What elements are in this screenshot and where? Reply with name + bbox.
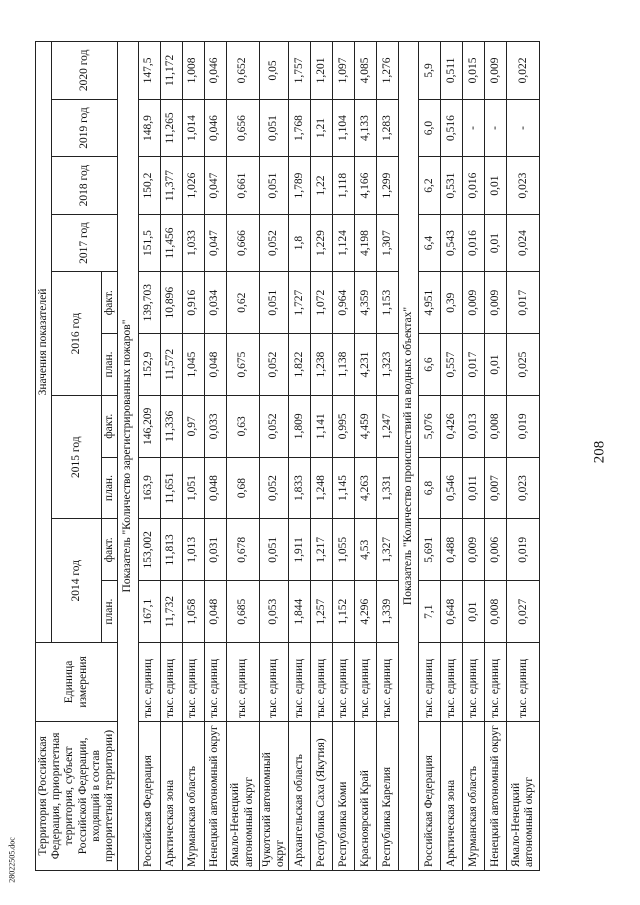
value-cell: 0,015 [463, 42, 485, 100]
value-cell: 0,046 [204, 42, 226, 100]
value-cell: 0,011 [463, 457, 485, 519]
unit-cell: тыс. единиц [182, 643, 204, 722]
table-row [226, 42, 259, 871]
value-cell: 0,68 [226, 457, 259, 519]
value-cell: 0,648 [441, 581, 463, 643]
value-cell: 0,052 [259, 457, 288, 519]
value-cell: 0,022 [507, 42, 540, 100]
table-row [376, 42, 398, 871]
value-cell: 1,247 [376, 395, 398, 457]
value-cell: 11,732 [160, 581, 182, 643]
value-cell: 1,757 [288, 42, 310, 100]
value-cell: 0,017 [463, 334, 485, 396]
value-cell: 1,257 [310, 581, 332, 643]
value-cell: 0,995 [332, 395, 354, 457]
header-fact: факт. [102, 272, 118, 334]
value-cell: 0,053 [259, 581, 288, 643]
value-cell: 1,789 [288, 157, 310, 215]
unit-cell: тыс. единиц [204, 643, 226, 722]
header-values: Значения показателей [36, 42, 52, 643]
unit-cell: тыс. единиц [354, 643, 376, 722]
table-row [441, 42, 463, 871]
value-cell: 0,511 [441, 42, 463, 100]
unit-cell: тыс. единиц [376, 643, 398, 722]
value-cell: 0,052 [259, 395, 288, 457]
value-cell: 0,01 [485, 334, 507, 396]
territory-cell: Мурманская область [463, 721, 485, 870]
value-cell: 11,651 [160, 457, 182, 519]
value-cell: 0,97 [182, 395, 204, 457]
document-id: 28022505.doc [7, 837, 17, 883]
value-cell: 1,339 [376, 581, 398, 643]
value-cell: 1,844 [288, 581, 310, 643]
header-plan: план. [102, 457, 118, 519]
value-cell: 0,048 [204, 334, 226, 396]
value-cell: 0,488 [441, 519, 463, 581]
value-cell: 0,027 [507, 581, 540, 643]
value-cell: 0,39 [441, 272, 463, 334]
value-cell: 1,331 [376, 457, 398, 519]
value-cell: 153,002 [138, 519, 160, 581]
value-cell: 4,198 [354, 214, 376, 272]
value-cell: 0,666 [226, 214, 259, 272]
table-row [138, 42, 160, 871]
value-cell: 0,678 [226, 519, 259, 581]
unit-cell: тыс. единиц [507, 643, 540, 722]
value-cell: 0,543 [441, 214, 463, 272]
value-cell: 1,248 [310, 457, 332, 519]
value-cell: - [507, 99, 540, 157]
value-cell: 1,21 [310, 99, 332, 157]
value-cell: 0,652 [226, 42, 259, 100]
value-cell: 0,661 [226, 157, 259, 215]
territory-cell: Чукотский автономный округ [259, 721, 288, 870]
value-cell: 1,055 [332, 519, 354, 581]
table-row [507, 42, 540, 871]
value-cell: 146,209 [138, 395, 160, 457]
value-cell: 1,229 [310, 214, 332, 272]
value-cell: 11,172 [160, 42, 182, 100]
value-cell: 0,024 [507, 214, 540, 272]
value-cell: 1,058 [182, 581, 204, 643]
value-cell: 0,051 [259, 99, 288, 157]
territory-cell: Российская Федерация [138, 721, 160, 870]
value-cell: - [463, 99, 485, 157]
value-cell: 1,124 [332, 214, 354, 272]
value-cell: 0,675 [226, 334, 259, 396]
table-row [160, 42, 182, 871]
unit-cell: тыс. единиц [332, 643, 354, 722]
header-2020: 2020 год [52, 42, 118, 100]
section-title-row [118, 42, 138, 871]
table-row [463, 42, 485, 871]
value-cell: 4,951 [419, 272, 441, 334]
value-cell: 147,5 [138, 42, 160, 100]
value-cell: 6,0 [419, 99, 441, 157]
territory-cell: Республика Коми [332, 721, 354, 870]
value-cell: 0,034 [204, 272, 226, 334]
value-cell: 4,085 [354, 42, 376, 100]
value-cell: 0,025 [507, 334, 540, 396]
value-cell: 1,152 [332, 581, 354, 643]
value-cell: 0,009 [463, 519, 485, 581]
value-cell: 0,047 [204, 157, 226, 215]
value-cell: 7,1 [419, 581, 441, 643]
value-cell: 5,9 [419, 42, 441, 100]
unit-cell: тыс. единиц [419, 643, 441, 722]
value-cell: 11,377 [160, 157, 182, 215]
value-cell: 4,359 [354, 272, 376, 334]
value-cell: 5,691 [419, 519, 441, 581]
value-cell: 0,019 [507, 519, 540, 581]
value-cell: 11,572 [160, 334, 182, 396]
value-cell: 11,265 [160, 99, 182, 157]
value-cell: 0,009 [485, 272, 507, 334]
territory-cell: Ямало-Ненецкий автономный округ [507, 721, 540, 870]
value-cell: 1,008 [182, 42, 204, 100]
value-cell: 0,009 [463, 272, 485, 334]
value-cell: 1,145 [332, 457, 354, 519]
value-cell: 0,016 [463, 157, 485, 215]
header-2014: 2014 год [52, 519, 102, 643]
table-row [354, 42, 376, 871]
value-cell: 1,051 [182, 457, 204, 519]
value-cell: 1,8 [288, 214, 310, 272]
value-cell: 1,138 [332, 334, 354, 396]
value-cell: 0,052 [259, 214, 288, 272]
unit-cell: тыс. единиц [160, 643, 182, 722]
value-cell: 0,01 [463, 581, 485, 643]
value-cell: 11,456 [160, 214, 182, 272]
value-cell: 1,026 [182, 157, 204, 215]
territory-cell: Арктическая зона [441, 721, 463, 870]
header-fact: факт. [102, 519, 118, 581]
value-cell: 1,822 [288, 334, 310, 396]
value-cell: 1,217 [310, 519, 332, 581]
value-cell: 1,22 [310, 157, 332, 215]
value-cell: 0,023 [507, 457, 540, 519]
value-cell: 0,046 [204, 99, 226, 157]
value-cell: 4,296 [354, 581, 376, 643]
value-cell: 1,118 [332, 157, 354, 215]
value-cell: 10,896 [160, 272, 182, 334]
table-row [419, 42, 441, 871]
value-cell: 0,656 [226, 99, 259, 157]
value-cell: 1,097 [332, 42, 354, 100]
value-cell: 0,01 [485, 214, 507, 272]
value-cell: 0,051 [259, 519, 288, 581]
rotated-table-container [35, 41, 601, 871]
header-territory: Территория (Российская Федерация, приоритетная территория, субъект Российской Федерации, входящий в состав приоритетной территории) [36, 721, 118, 870]
value-cell: 1,911 [288, 519, 310, 581]
value-cell: 0,685 [226, 581, 259, 643]
value-cell: 0,051 [259, 157, 288, 215]
table-row [204, 42, 226, 871]
value-cell: 5,076 [419, 395, 441, 457]
value-cell: 0,048 [204, 457, 226, 519]
value-cell: 0,62 [226, 272, 259, 334]
value-cell: 151,5 [138, 214, 160, 272]
value-cell: 4,53 [354, 519, 376, 581]
value-cell: 6,2 [419, 157, 441, 215]
indicators-table [35, 41, 540, 871]
value-cell: 4,231 [354, 334, 376, 396]
value-cell: 1,153 [376, 272, 398, 334]
header-fact: факт. [102, 395, 118, 457]
value-cell: 0,048 [204, 581, 226, 643]
value-cell: 167,1 [138, 581, 160, 643]
value-cell: 0,964 [332, 272, 354, 334]
value-cell: 1,283 [376, 99, 398, 157]
territory-cell: Республика Карелия [376, 721, 398, 870]
unit-cell: тыс. единиц [288, 643, 310, 722]
value-cell: 1,013 [182, 519, 204, 581]
value-cell: 1,307 [376, 214, 398, 272]
header-plan: план. [102, 334, 118, 396]
page-number: 208 [591, 440, 608, 464]
value-cell: 0,051 [259, 272, 288, 334]
unit-cell: тыс. единиц [485, 643, 507, 722]
value-cell: 0,009 [485, 42, 507, 100]
value-cell: 0,019 [507, 395, 540, 457]
table-row [182, 42, 204, 871]
header-plan: план. [102, 581, 118, 643]
value-cell: 1,033 [182, 214, 204, 272]
table-row [310, 42, 332, 871]
value-cell: 1,727 [288, 272, 310, 334]
unit-cell: тыс. единиц [138, 643, 160, 722]
header-2015: 2015 год [52, 395, 102, 519]
header-2019: 2019 год [52, 99, 118, 157]
value-cell: 0,916 [182, 272, 204, 334]
value-cell: 148,9 [138, 99, 160, 157]
territory-cell: Мурманская область [182, 721, 204, 870]
section-title: Показатель "Количество происшествий на водных объектах" [398, 42, 418, 871]
value-cell: 1,104 [332, 99, 354, 157]
value-cell: 0,01 [485, 157, 507, 215]
unit-cell: тыс. единиц [463, 643, 485, 722]
value-cell: 1,014 [182, 99, 204, 157]
territory-cell: Республика Саха (Якутия) [310, 721, 332, 870]
value-cell: 11,336 [160, 395, 182, 457]
unit-cell: тыс. единиц [226, 643, 259, 722]
value-cell: 0,008 [485, 581, 507, 643]
value-cell: 1,323 [376, 334, 398, 396]
value-cell: 1,299 [376, 157, 398, 215]
value-cell: 0,017 [507, 272, 540, 334]
value-cell: 0,546 [441, 457, 463, 519]
territory-cell: Ямало-Ненецкий автономный округ [226, 721, 259, 870]
value-cell: 4,459 [354, 395, 376, 457]
value-cell: 139,703 [138, 272, 160, 334]
value-cell: 1,768 [288, 99, 310, 157]
territory-cell: Ненецкий автономный округ [204, 721, 226, 870]
value-cell: 1,276 [376, 42, 398, 100]
value-cell: 0,023 [507, 157, 540, 215]
value-cell: 0,531 [441, 157, 463, 215]
header-2018: 2018 год [52, 157, 118, 215]
territory-cell: Архангельская область [288, 721, 310, 870]
value-cell: 0,05 [259, 42, 288, 100]
header-unit: Единица измерения [36, 643, 118, 722]
value-cell: 1,201 [310, 42, 332, 100]
value-cell: 6,6 [419, 334, 441, 396]
territory-cell: Российская Федерация [419, 721, 441, 870]
value-cell: 1,045 [182, 334, 204, 396]
section-title: Показатель "Количество зарегистрированных пожаров" [118, 42, 138, 871]
header-2017: 2017 год [52, 214, 118, 272]
unit-cell: тыс. единиц [441, 643, 463, 722]
value-cell: 0,052 [259, 334, 288, 396]
table-row [332, 42, 354, 871]
territory-cell: Красноярский Край [354, 721, 376, 870]
value-cell: 1,809 [288, 395, 310, 457]
value-cell: 0,426 [441, 395, 463, 457]
value-cell: 1,238 [310, 334, 332, 396]
value-cell: 6,4 [419, 214, 441, 272]
value-cell: 0,047 [204, 214, 226, 272]
value-cell: 0,006 [485, 519, 507, 581]
value-cell: 0,516 [441, 99, 463, 157]
value-cell: - [485, 99, 507, 157]
territory-cell: Ненецкий автономный округ [485, 721, 507, 870]
header-2016: 2016 год [52, 272, 102, 396]
value-cell: 152,9 [138, 334, 160, 396]
unit-cell: тыс. единиц [310, 643, 332, 722]
unit-cell: тыс. единиц [259, 643, 288, 722]
territory-cell: Арктическая зона [160, 721, 182, 870]
value-cell: 150,2 [138, 157, 160, 215]
value-cell: 4,166 [354, 157, 376, 215]
section-title-row [398, 42, 418, 871]
value-cell: 1,072 [310, 272, 332, 334]
value-cell: 0,033 [204, 395, 226, 457]
value-cell: 4,263 [354, 457, 376, 519]
value-cell: 163,9 [138, 457, 160, 519]
value-cell: 0,007 [485, 457, 507, 519]
value-cell: 0,016 [463, 214, 485, 272]
value-cell: 0,008 [485, 395, 507, 457]
value-cell: 4,133 [354, 99, 376, 157]
value-cell: 0,63 [226, 395, 259, 457]
value-cell: 1,141 [310, 395, 332, 457]
value-cell: 11,813 [160, 519, 182, 581]
value-cell: 0,557 [441, 334, 463, 396]
table-row [485, 42, 507, 871]
value-cell: 6,8 [419, 457, 441, 519]
value-cell: 0,031 [204, 519, 226, 581]
table-row [288, 42, 310, 871]
table-row [259, 42, 288, 871]
table-body [118, 42, 540, 871]
value-cell: 1,833 [288, 457, 310, 519]
value-cell: 0,013 [463, 395, 485, 457]
value-cell: 1,327 [376, 519, 398, 581]
